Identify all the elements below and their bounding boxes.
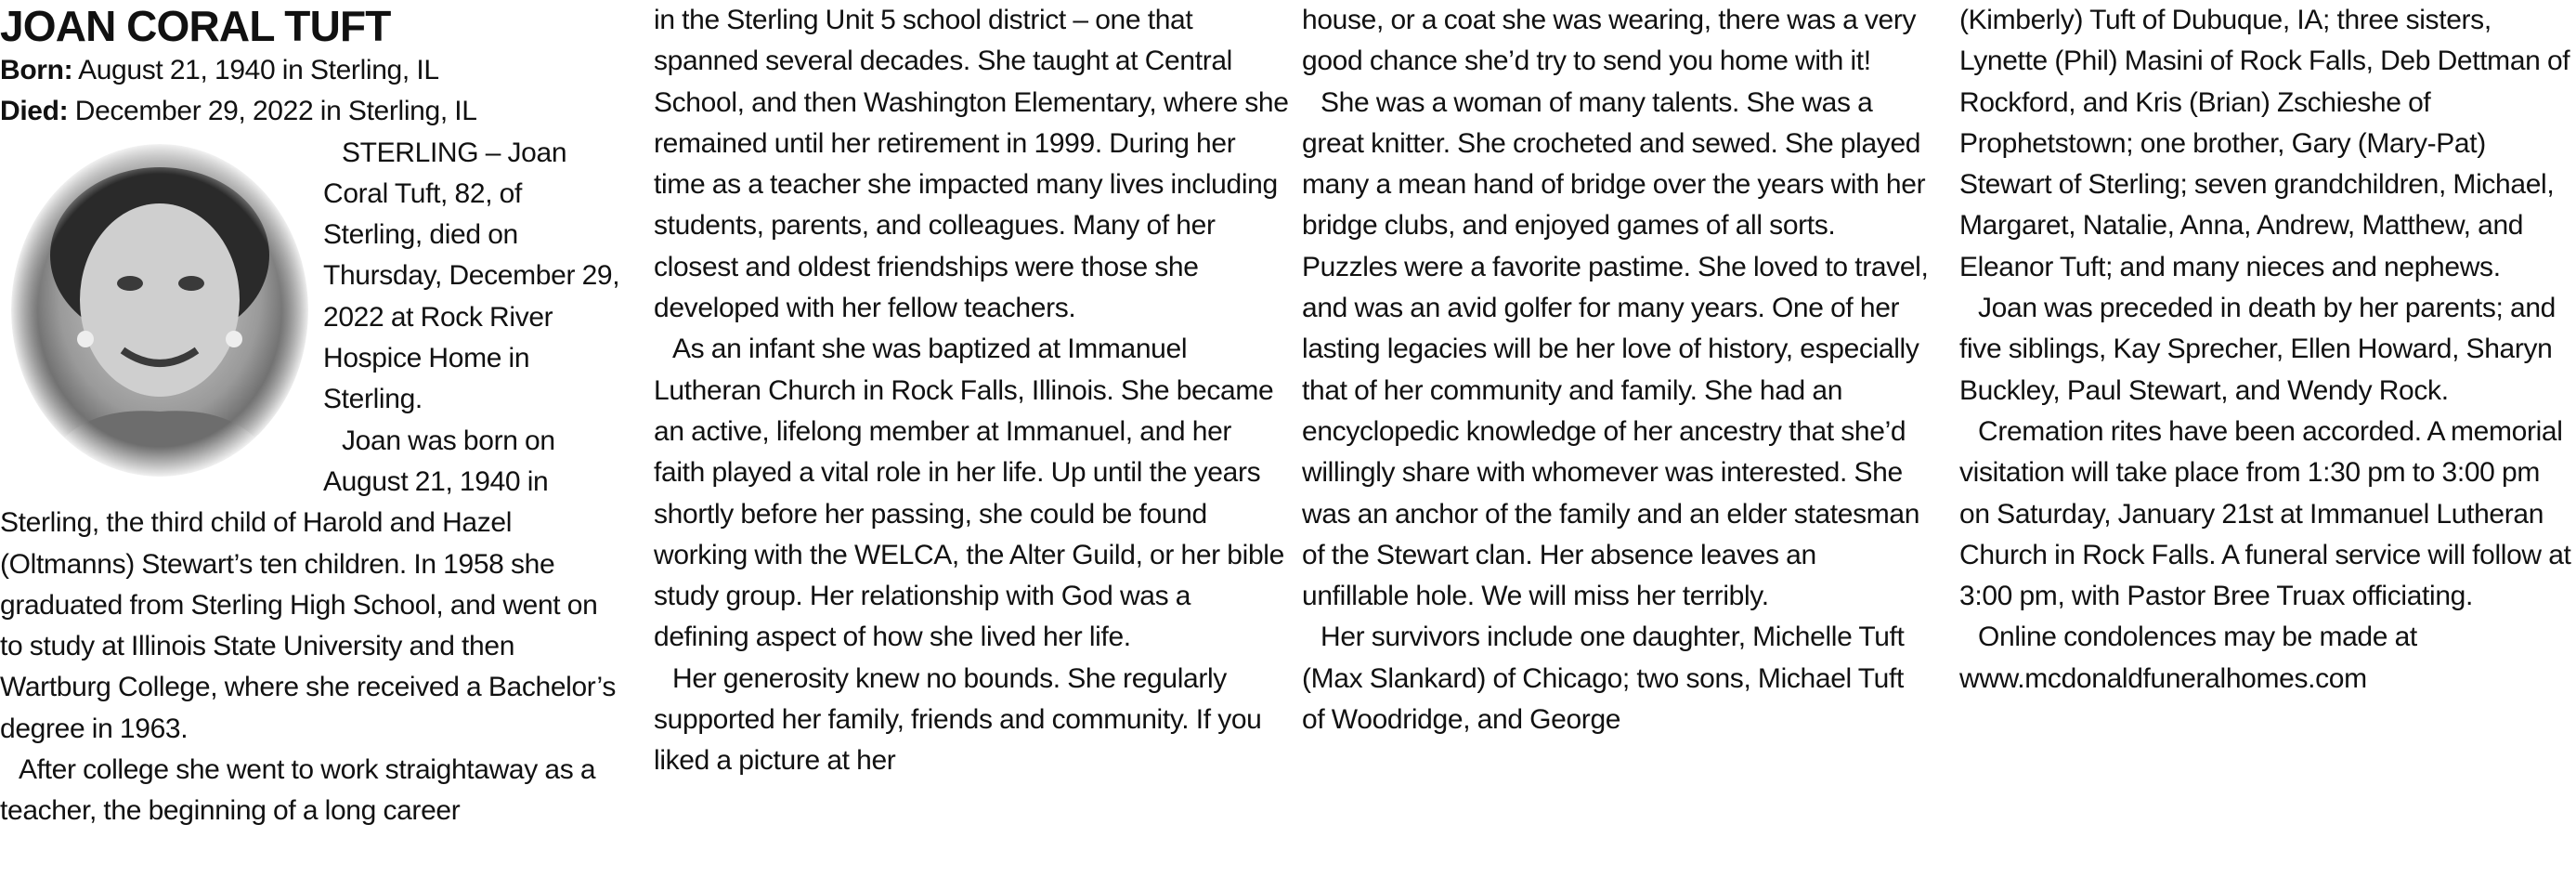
paragraph-birth: Joan was born on August 21, 1940 in Sterling, the third child of Harold and Hazel (Oltmanns) Stewart’s ten children. In 1958 she graduated from Sterling High School, and went on to study at Illinois State University and then Wartburg College, where she received a Bachelor’s degree in 1963. [0, 425, 616, 744]
paragraph-condolences: Online condolences may be made at www.mcdonaldfuneralhomes.com [1959, 622, 2417, 694]
paragraph-talents: She was a woman of many talents. She was a great knitter. She crocheted and sewed. She played many a mean hand of bridge over the years with her bridge clubs, and enjoyed games of all sorts. Puzzles were a favorite pastime. She loved to travel, and was an avid golfer for many years. One of her lasting legacies will be her love of history, especially that of her community and family. She had an encyclopedic knowledge of her ancestry that she’d willingly share with whomever was interested. She was an anchor of the family and an elder statesman of the Stewart clan. Her absence leaves an unfillable hole. We will miss her terribly. [1302, 86, 1929, 612]
obituary-title: JOAN CORAL TUFT [0, 2, 391, 50]
column-2 [654, 0, 1289, 890]
died-line [0, 91, 620, 132]
paragraph-survivors-cont: (Kimberly) Tuft of Dubuque, IA; three sisters, Lynette (Phil) Masini of Rock Falls, Deb Dettman of Rockford, and Kris (Brian) Zschieshe of Prophetstown; one brother, Gary (Mary-Pat) Stewart of Sterling; seven grandchildren, Michael, Margaret, Natalie, Anna, Andrew, Matthew, and Eleanor Tuft; and many nieces and nephews. [1959, 5, 2570, 282]
born-label: Born: [0, 55, 73, 85]
column-1 [0, 0, 620, 890]
paragraph-faith: As an infant she was baptized at Immanuel Lutheran Church in Rock Falls, Illinois. She became an active, lifelong member at Immanuel, and her faith played a vital role in her life. Up until the years shortly before her passing, she could be found working with the WELCA, the Alter Guild, or her bible study group. Her relationship with God was a defining aspect of how she lived her life. [654, 334, 1284, 653]
paragraph-preceded: Joan was preceded in death by her parents; and five siblings, Kay Sprecher, Ellen Howard, Sharyn Buckley, Paul Stewart, and Wendy Rock. [1959, 293, 2556, 406]
paragraph-services: Cremation rites have been accorded. A memorial visitation will take place from 1:30 pm to 3:00 pm on Saturday, January 21st at Immanuel Lutheran Church in Rock Falls. A funeral service will follow at 3:00 pm, with Pastor Bree Truax officiating. [1959, 415, 2571, 612]
born-value: August 21, 1940 in Sterling, IL [72, 55, 439, 85]
died-label: Died: [0, 96, 69, 127]
paragraph-generosity-cont: house, or a coat she was wearing, there was a very good chance she’d try to send you home with it! [1302, 5, 1917, 77]
column-4 [1959, 0, 2576, 890]
paragraph-career-cont: in the Sterling Unit 5 school district – one that spanned several decades. She taught at Central School, and then Washington Elementary, where she remained until her retirement in 1999. During her time as a teacher she impacted many lives including students, parents, and colleagues. Many of her closest and oldest friendships were those she developed with her fellow teachers. [654, 5, 1289, 324]
died-value: December 29, 2022 in Sterling, IL [68, 96, 477, 127]
paragraph-generosity: Her generosity knew no bounds. She regularly supported her family, friends and community. If you liked a picture at her [654, 662, 1262, 777]
born-line [0, 50, 620, 91]
paragraph-career-start: After college she went to work straightaway as a teacher, the beginning of a long career [0, 754, 596, 827]
portrait-silhouette [11, 144, 308, 477]
portrait-photo [11, 144, 308, 477]
paragraph-intro: STERLING – Joan Coral Tuft, 82, of Sterling, died on Thursday, December 29, 2022 at Rock River Hospice Home in Sterling. [323, 137, 620, 415]
paragraph-survivors: Her survivors include one daughter, Michelle Tuft (Max Slankard) of Chicago; two sons, Michael Tuft of Woodridge, and George [1302, 622, 1905, 736]
column-3 [1302, 0, 1930, 890]
